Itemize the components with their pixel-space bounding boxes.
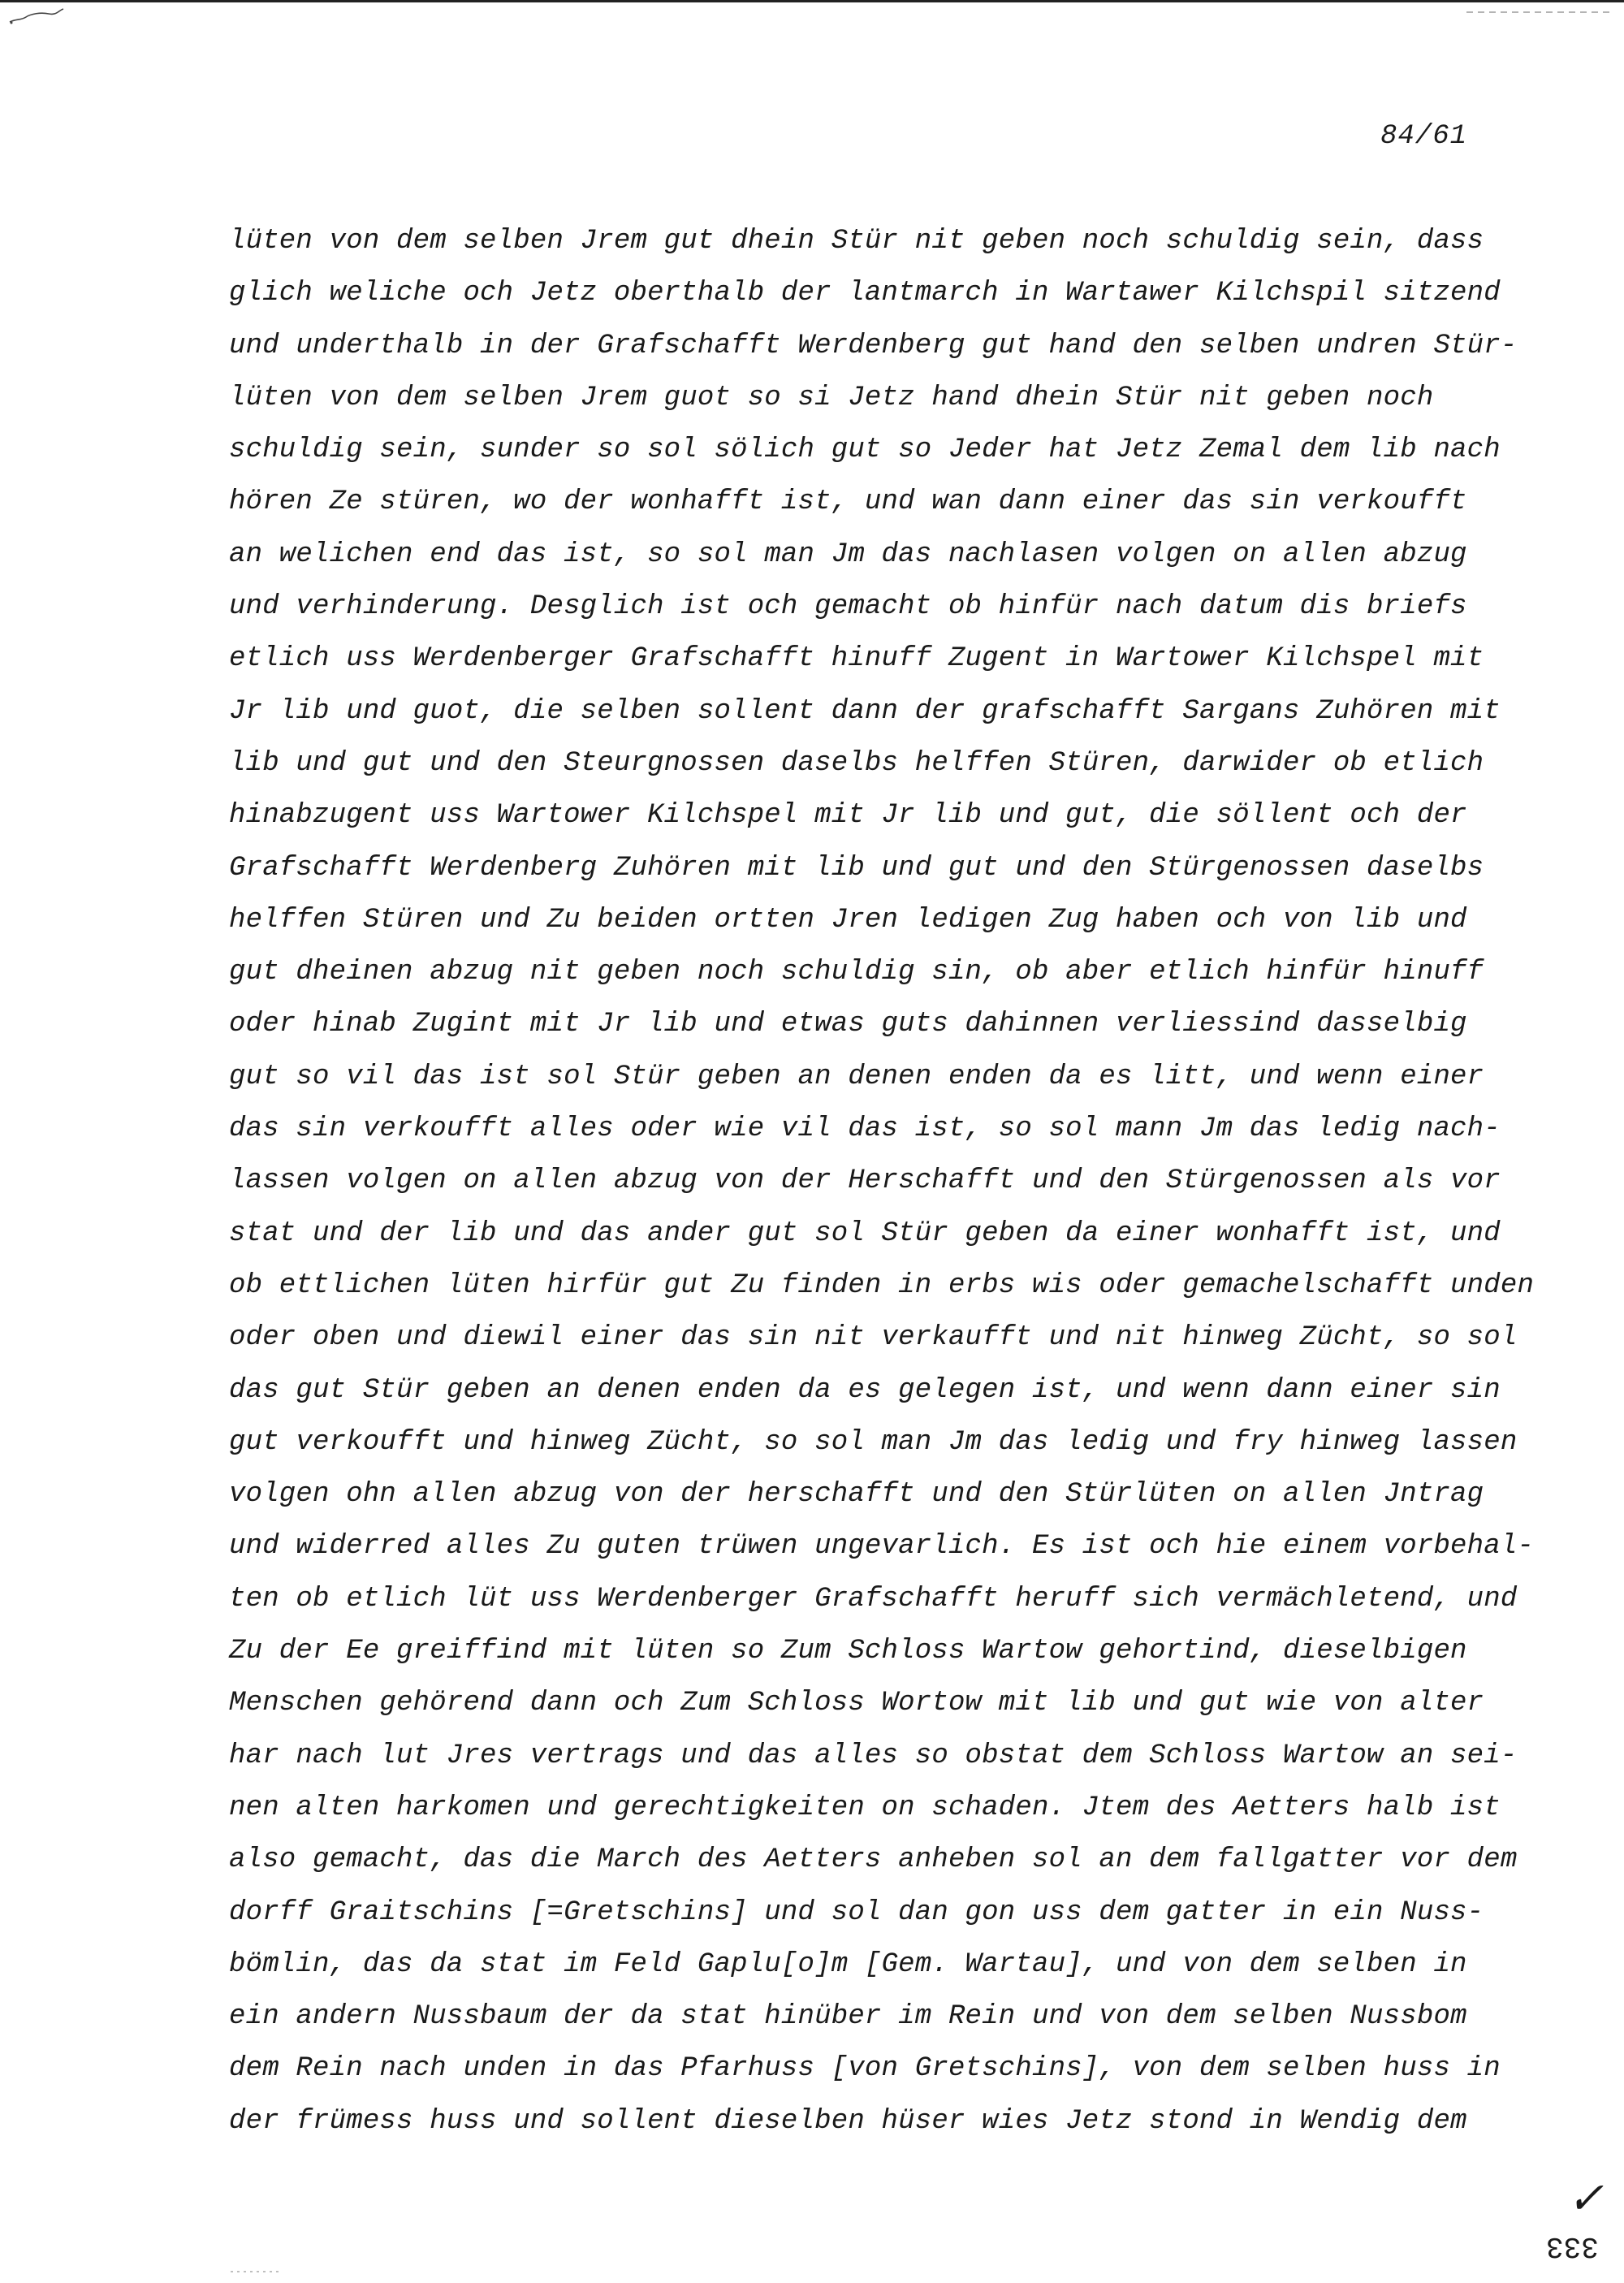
text-line: lassen volgen on allen abzug von der Herschafft und den Stürgenossen als vor	[229, 1165, 1501, 1197]
text-line: schuldig sein, sunder so sol sölich gut so Jeder hat Jetz Zemal dem lib nach	[229, 435, 1501, 466]
text-line: hinabzugent uss Wartower Kilchspel mit Jr lib und gut, die söllent och der	[229, 800, 1467, 832]
text-line: oder hinab Zugint mit Jr lib und etwas guts dahinnen verliessind dasselbig	[229, 1009, 1467, 1040]
text-line: Grafschafft Werdenberg Zuhören mit lib und gut und den Stürgenossen daselbs	[229, 852, 1484, 884]
text-line: dem Rein nach unden in das Pfarhuss [von Gretschins], von dem selben huss in	[229, 2053, 1501, 2085]
text-line: also gemacht, das die March des Aetters anheben sol an dem fallgatter vor dem	[229, 1844, 1518, 1876]
folio-stamp-number: 333	[1546, 2229, 1599, 2263]
text-line: ein andern Nussbaum der da stat hinüber im Rein und von dem selben Nussbom	[229, 2001, 1467, 2033]
page-number: 84/61	[1380, 121, 1468, 152]
text-line: hören Ze stüren, wo der wonhafft ist, und wan dann einer das sin verkoufft	[229, 486, 1467, 518]
text-line: ten ob etlich lüt uss Werdenberger Grafschafft heruff sich vermächletend, und	[229, 1583, 1518, 1615]
text-line: har nach lut Jres vertrags und das alles so obstat dem Schloss Wartow an sei-	[229, 1740, 1518, 1771]
text-line: oder oben und diewil einer das sin nit verkaufft und nit hinweg Zücht, so sol	[229, 1322, 1518, 1354]
text-line: bömlin, das da stat im Feld Gaplu[o]m [Gem. Wartau], und von dem selben in	[229, 1948, 1467, 1980]
text-line: gut so vil das ist sol Stür geben an denen enden da es litt, und wenn einer	[229, 1061, 1484, 1092]
text-line: lib und gut und den Steurgnossen daselbs helffen Stüren, darwider ob etlich	[229, 747, 1484, 779]
check-mark: ✓	[1567, 2177, 1605, 2227]
text-line: und underthalb in der Grafschafft Werdenberg gut hand den selben undren Stür-	[229, 330, 1518, 361]
text-line: dorff Graitschins [=Gretschins] und sol dan gon uss dem gatter in ein Nuss-	[229, 1896, 1484, 1928]
text-line: Jr lib und guot, die selben sollent dann der grafschafft Sargans Zuhören mit	[229, 695, 1501, 727]
corner-scribble-mark	[8, 7, 65, 25]
text-line: volgen ohn allen abzug von der herschafft und den Stürlüten on allen Jntrag	[229, 1479, 1484, 1511]
text-line: etlich uss Werdenberger Grafschafft hinuff Zugent in Wartower Kilchspel mit	[229, 643, 1484, 675]
text-line: das sin verkoufft alles oder wie vil das ist, so sol mann Jm das ledig nach-	[229, 1113, 1501, 1145]
text-line: stat und der lib und das ander gut sol Stür geben da einer wonhafft ist, und	[229, 1217, 1501, 1249]
text-line: Menschen gehörend dann och Zum Schloss Wortow mit lib und gut wie von alter	[229, 1688, 1484, 1719]
text-line: lüten von dem selben Jrem gut dhein Stür nit geben noch schuldig sein, dass	[229, 226, 1484, 257]
text-line: der frümess huss und sollent dieselben hüser wies Jetz stond in Wendig dem	[229, 2105, 1467, 2137]
text-line: lüten von dem selben Jrem guot so si Jetz hand dhein Stür nit geben noch	[229, 382, 1434, 413]
text-line: und verhinderung. Desglich ist och gemacht ob hinfür nach datum dis briefs	[229, 591, 1467, 623]
text-line: glich weliche och Jetz oberthalb der lantmarch in Wartawer Kilchspil sitzend	[229, 278, 1501, 309]
text-line: an welichen end das ist, so sol man Jm das nachlasen volgen on allen abzug	[229, 538, 1467, 570]
text-line: nen alten harkomen und gerechtigkeiten on schaden. Jtem des Aetters halb ist	[229, 1792, 1501, 1823]
text-line: ob ettlichen lüten hirfür gut Zu finden in erbs wis oder gemachelschafft unden	[229, 1269, 1535, 1301]
text-line: gut dheinen abzug nit geben noch schuldig sin, ob aber etlich hinfür hinuff	[229, 957, 1484, 988]
text-line: gut verkoufft und hinweg Zücht, so sol man Jm das ledig und fry hinweg lassen	[229, 1426, 1518, 1458]
transcription-text	[229, 215, 1577, 2147]
text-line: Zu der Ee greiffind mit lüten so Zum Schloss Wartow gehortind, dieselbigen	[229, 1636, 1467, 1667]
bottom-edge-scan-mark	[231, 2268, 279, 2275]
top-edge-scan-mark	[1466, 9, 1613, 15]
text-line: und widerred alles Zu guten trüwen ungevarlich. Es ist och hie einem vorbehal-	[229, 1531, 1535, 1563]
text-line: das gut Stür geben an denen enden da es gelegen ist, und wenn dann einer sin	[229, 1374, 1501, 1406]
text-line: helffen Stüren und Zu beiden ortten Jren ledigen Zug haben och von lib und	[229, 904, 1467, 936]
